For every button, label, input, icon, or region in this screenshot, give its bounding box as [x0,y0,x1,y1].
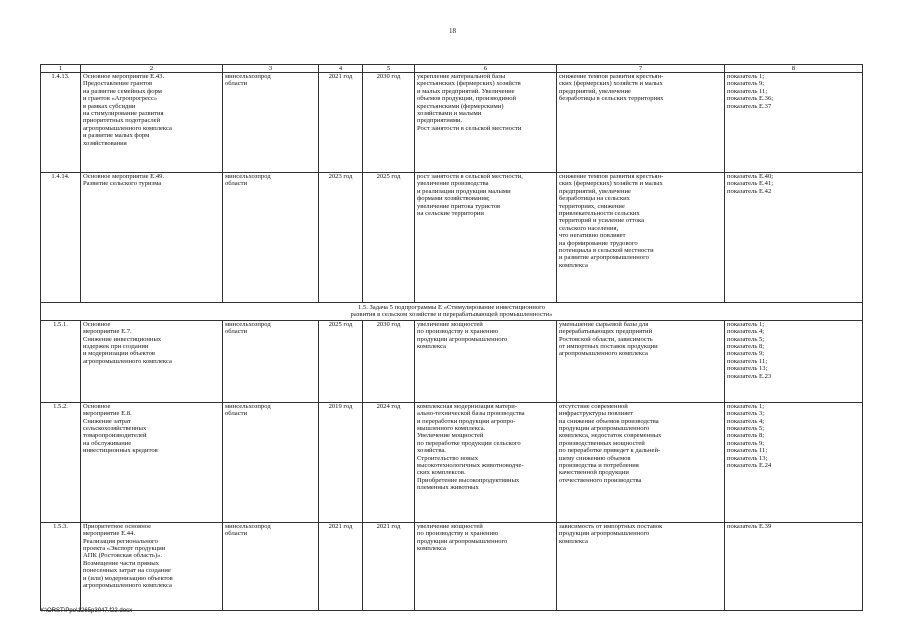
measures-table [40,64,863,611]
measure-expected-result: укрепление материальной базы крестьянских (фермерских) хозяйств и малых предприятий. Увеличение объемов продукции, производимой крестьянскими (фермерскими) хозяйствами и малыми предприятиями. Рост занятости в сельской местности [415,73,557,173]
measure-executor: минсельхозпрод области [223,402,319,522]
measure-start-year: 2021 год [319,522,363,610]
measure-name: Основное мероприятие Е.43. Предоставление грантов на развитие семейных форм и грантов «Агропрогресс» в рамках субсидии на стимулирование развития приоритетных подотраслей агропромышленного комплекса и развитие малых форм хозяйствования [81,73,223,173]
measure-number: 1.5.2. [41,402,81,522]
measure-consequence: уменьшение сырьевой базы для перерабатывающих предприятий Ростовской области, зависимость от импортных поставок продукции агропромышленного комплекса [557,320,725,402]
measure-expected-result: рост занятости в сельской местности, увеличение производства и реализации продукции малыми формами хозяйствования; увеличение притока туристов на сельские территории [415,173,557,303]
measure-name: Основное мероприятие Е.49. Развитие сельского туризма [81,173,223,303]
column-header: 8 [725,65,863,73]
column-number-row [41,65,863,73]
measure-end-year: 2024 год [363,402,415,522]
measure-expected-result: комплексная модернизация матери- ально-технической базы производства и переработки продукции агропро- мышленного комплекса. Увеличение мощностей по переработке продукции сельского хозяйства. Строительство новых высокотехнологичных животноводче- ских комплексов. Приобретение высокопродуктивных племенных животных [415,402,557,522]
measure-number: 1.4.14. [41,173,81,303]
table-row [41,402,863,522]
measure-name: Основное мероприятие Е.8. Снижение затрат сельскохозяйственных товаропроизводителей на обслуживание инвестиционных кредитов [81,402,223,522]
measure-executor: минсельхозпрод области [223,73,319,173]
measure-end-year: 2030 год [363,73,415,173]
measure-expected-result: увеличение мощностей по производству и хранению продукции агропромышленного комплекса [415,522,557,610]
measure-indicators: показатель Е.40; показатель Е.41; показатель Е.42 [725,173,863,303]
measure-indicators: показатель 1; показатель 3; показатель 4; показатель 5; показатель 8; показатель 9; показатель 11; показатель 13; показатель Е.24 [725,402,863,522]
column-header: 7 [557,65,725,73]
column-header: 5 [363,65,415,73]
measure-name: Основное мероприятие Е.7. Снижение инвестиционных издержек при создании и модернизации объектов агропромышленного комплекса [81,320,223,402]
footer-file-path: Y:\ORST\Ppo\1265p3047.f22.docx [40,608,133,614]
column-header: 4 [319,65,363,73]
measure-start-year: 2019 год [319,402,363,522]
measure-indicators: показатель Е.39 [725,522,863,610]
table-row [41,173,863,303]
measure-end-year: 2025 год [363,173,415,303]
measure-number: 1.5.3. [41,522,81,610]
column-header: 3 [223,65,319,73]
measure-end-year: 2030 год [363,320,415,402]
measure-number: 1.4.13. [41,73,81,173]
measure-consequence: снижение темпов развития крестьян- ских (фермерских) хозяйств и малых предприятий, увеличение безработицы на сельских территориях, снижение привлекательности сельских территорий и усиление оттока сельского населения, что негативно повлияет на формирование трудового потенциала в сельской местности и развитие агропромышленного комплекса [557,173,725,303]
measure-executor: минсельхозпрод области [223,320,319,402]
section-title: 1.5. Задача 5 подпрограммы Е «Стимулирование инвестиционного развития в сельском хозяйстве и перерабатывающей промышленности» [41,303,863,321]
measure-expected-result: увеличение мощностей по производству и хранению продукции агропромышленного комплекса [415,320,557,402]
page-number: 18 [449,27,456,35]
measure-end-year: 2021 год [363,522,415,610]
column-header: 1 [41,65,81,73]
table-row [41,320,863,402]
measure-start-year: 2023 год [319,173,363,303]
measure-start-year: 2025 год [319,320,363,402]
table-row [41,522,863,610]
measure-consequence: зависимость от импортных поставок продукции агропромышленного комплекса [557,522,725,610]
measure-consequence: отсутствие современной инфраструктуры повлияет на снижение объемов производства продукции агропромышленного комплекса, недостаток современных производственных мощностей по переработке приведет к дальней- шему снижению объемов производства и потребления качественной продукции отечественного производства [557,402,725,522]
table-row [41,73,863,173]
measure-executor: минсельхозпрод области [223,173,319,303]
measure-indicators: показатель 1; показатель 9; показатель 11; показатель Е.36; показатель Е.37 [725,73,863,173]
measure-indicators: показатель 1; показатель 4; показатель 5; показатель 8; показатель 9; показатель 11; показатель 13; показатель Е.23 [725,320,863,402]
measure-consequence: снижение темпов развития крестьян- ских (фермерских) хозяйств и малых предприятий, увеличение безработицы в сельских территориях [557,73,725,173]
column-header: 6 [415,65,557,73]
measure-number: 1.5.1. [41,320,81,402]
measure-executor: минсельхозпрод области [223,522,319,610]
column-header: 2 [81,65,223,73]
section-row [41,303,863,321]
measure-name: Приоритетное основное мероприятие Е.44. Реализация регионального проекта «Экспорт продукции АПК (Ростовская область)». Возмещение части прямых понесенных затрат на создание и (или) модернизацию объектов агропромышленного комплекса [81,522,223,610]
measure-start-year: 2021 год [319,73,363,173]
